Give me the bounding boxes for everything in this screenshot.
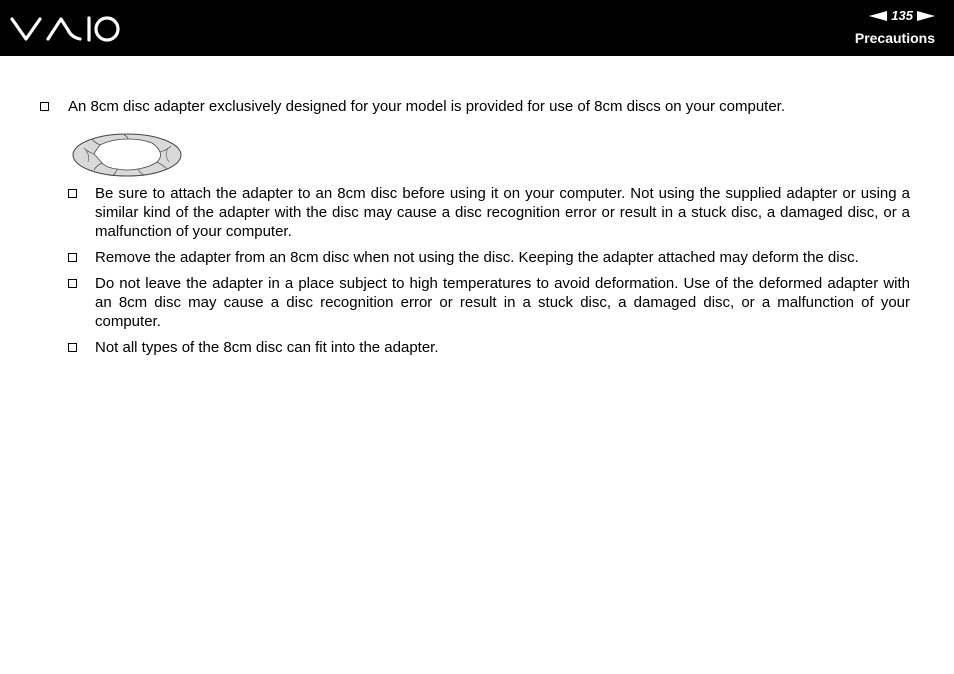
section-title: Precautions <box>854 30 935 46</box>
list-item <box>68 184 910 241</box>
checkbox-bullet-icon <box>68 343 77 352</box>
disc-adapter-illustration <box>72 132 184 183</box>
list-item-text: Not all types of the 8cm disc can fit into the adapter. <box>95 339 439 356</box>
vaio-logo <box>10 14 122 49</box>
list-item <box>68 338 910 357</box>
intro-text: An 8cm disc adapter exclusively designed for your model is provided for use of 8cm discs on your computer. <box>68 98 786 115</box>
checkbox-bullet-icon <box>68 189 77 198</box>
page-number: 135 <box>891 8 913 23</box>
checkbox-bullet-icon <box>68 253 77 262</box>
intro-item <box>40 97 785 116</box>
triangle-right-icon[interactable] <box>917 11 935 21</box>
list-item-text: Remove the adapter from an 8cm disc when not using the disc. Keeping the adapter attached may deform the disc. <box>95 249 859 266</box>
list-item <box>68 274 910 331</box>
checkbox-bullet-icon <box>68 279 77 288</box>
list-item <box>68 248 910 267</box>
list-item-text: Do not leave the adapter in a place subject to high temperatures to avoid deformation. Use of the deformed adapter with an 8cm disc may cause a disc recognition error or result in a stuck disc, a damaged disc, or a malfunction of your computer. <box>95 275 910 330</box>
list-item-text: Be sure to attach the adapter to an 8cm disc before using it on your computer. Not using the supplied adapter or using a similar kind of the adapter with the disc may cause a disc recognition error or result in a stuck disc, a damaged disc, or a malfunction of your computer. <box>95 185 910 240</box>
checkbox-bullet-icon <box>40 102 49 111</box>
page-navigation <box>869 8 935 23</box>
page-header <box>0 0 954 56</box>
triangle-left-icon[interactable] <box>869 11 887 21</box>
